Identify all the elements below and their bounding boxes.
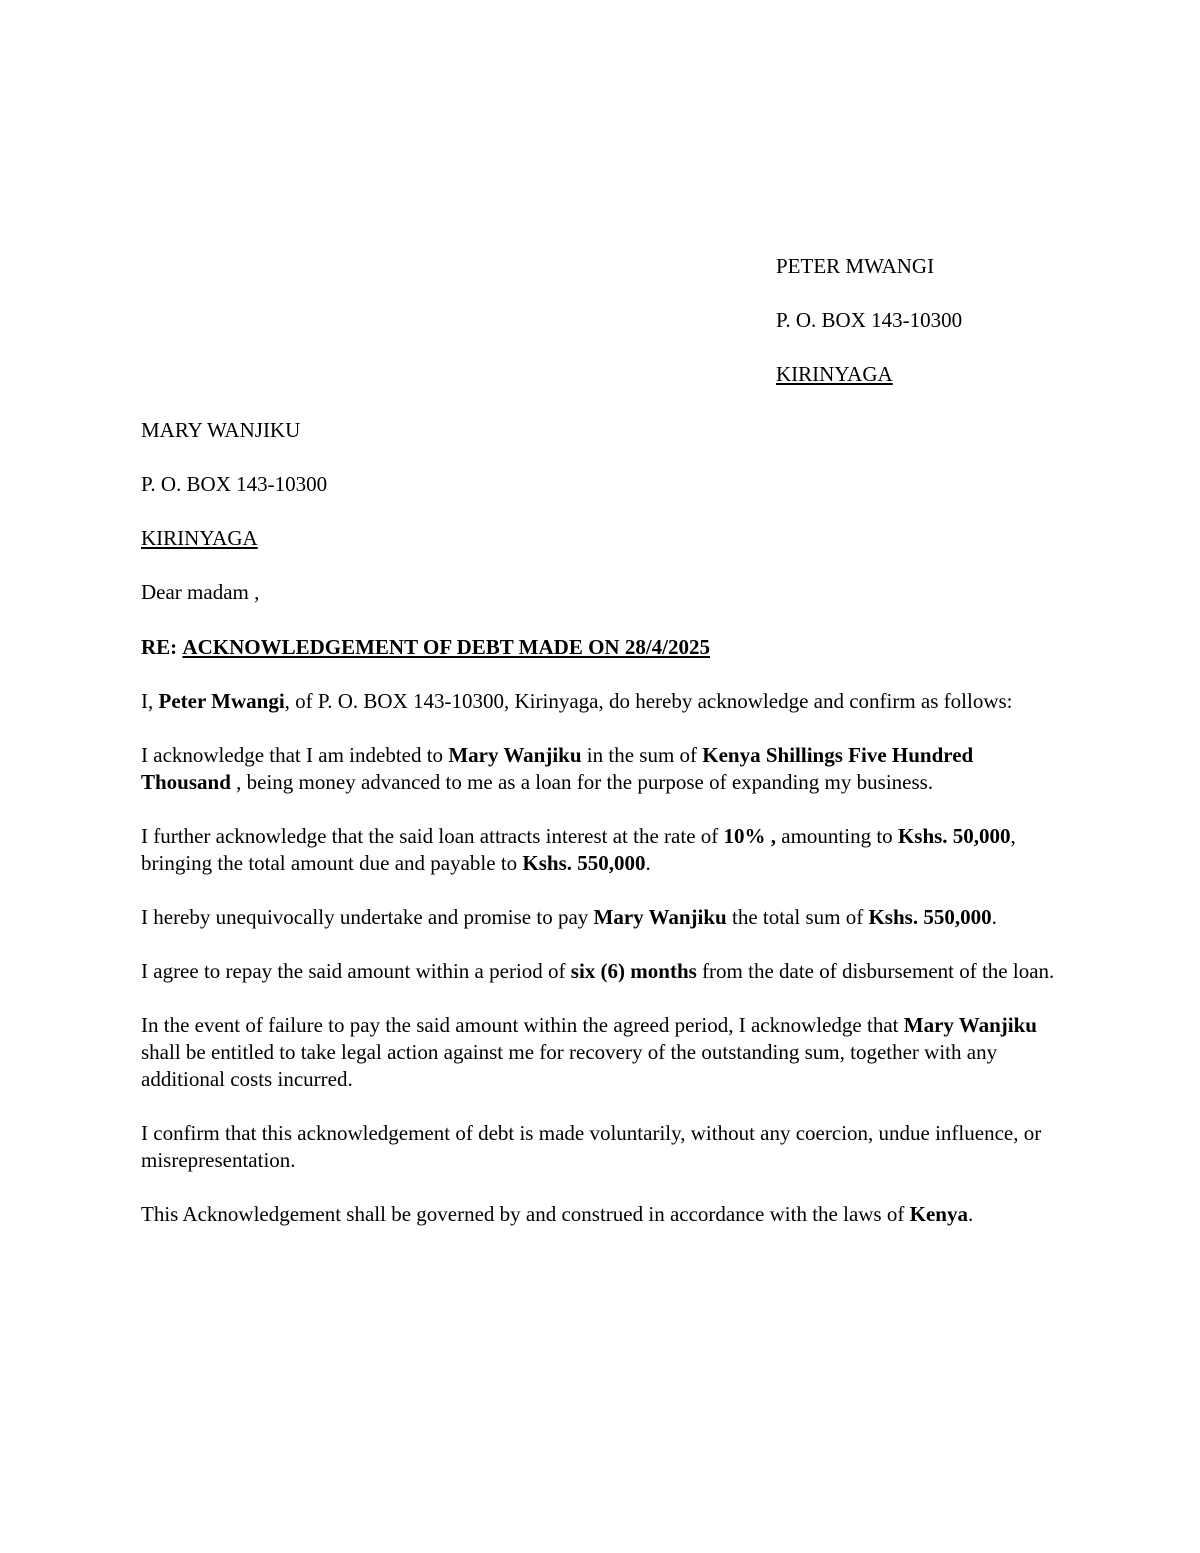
text: shall be entitled to take legal action against me for recovery of the outstanding sum, together with any additional costs incurred. bbox=[141, 1040, 998, 1091]
subject-title: ACKNOWLEDGEMENT OF DEBT MADE ON 28/4/2025 bbox=[182, 635, 710, 659]
text: In the event of failure to pay the said amount within the agreed period, I acknowledge that bbox=[141, 1013, 904, 1037]
sender-box: P. O. BOX 143-10300 bbox=[776, 308, 963, 332]
text: I further acknowledge that the said loan attracts interest at the rate of bbox=[141, 824, 724, 848]
text: , being money advanced to me as a loan for the purpose of expanding my business. bbox=[230, 770, 934, 794]
text: from the date of disbursement of the loan. bbox=[696, 959, 1055, 983]
principal-amount: Kenya Shillings Five Hundred Thousand bbox=[141, 743, 974, 794]
letter-body bbox=[141, 688, 1056, 1255]
text: I confirm that this acknowledgement of debt is made voluntarily, without any coercion, undue influence, or misrepresentation. bbox=[141, 1121, 1042, 1172]
text: , of P. O. BOX 143-10300, Kirinyaga, do hereby acknowledge and confirm as follows: bbox=[284, 689, 1013, 713]
paragraph-repayment bbox=[141, 958, 1056, 985]
text: . bbox=[991, 905, 997, 929]
repayment-period: six (6) months bbox=[570, 959, 697, 983]
sender-name: PETER MWANGI bbox=[776, 254, 935, 278]
interest-amount: Kshs. 50,000 bbox=[897, 824, 1011, 848]
creditor-name: Mary Wanjiku bbox=[448, 743, 582, 767]
creditor-name: Mary Wanjiku bbox=[593, 905, 727, 929]
paragraph-interest bbox=[141, 823, 1056, 877]
total-amount: Kshs. 550,000 bbox=[522, 851, 646, 875]
creditor-name: Mary Wanjiku bbox=[903, 1013, 1037, 1037]
sender-town: KIRINYAGA bbox=[776, 362, 893, 386]
paragraph-undertaking bbox=[141, 904, 1056, 931]
text: I acknowledge that I am indebted to bbox=[141, 743, 449, 767]
interest-rate: 10% , bbox=[723, 824, 777, 848]
paragraph-default bbox=[141, 1012, 1056, 1093]
recipient-box: P. O. BOX 143-10300 bbox=[141, 472, 328, 496]
text: This Acknowledgement shall be governed by and construed in accordance with the laws of bbox=[141, 1202, 910, 1226]
text: amounting to bbox=[776, 824, 898, 848]
text: in the sum of bbox=[581, 743, 703, 767]
recipient-address bbox=[141, 417, 327, 579]
paragraph-governing-law bbox=[141, 1201, 1056, 1228]
paragraph-intro bbox=[141, 688, 1056, 715]
salutation: Dear madam , bbox=[141, 580, 260, 604]
total-amount: Kshs. 550,000 bbox=[868, 905, 992, 929]
text: the total sum of bbox=[726, 905, 869, 929]
recipient-town: KIRINYAGA bbox=[141, 526, 258, 550]
sender-address bbox=[776, 253, 962, 415]
text: I, bbox=[141, 689, 159, 713]
text: . bbox=[967, 1202, 974, 1226]
text: I agree to repay the said amount within a period of bbox=[141, 959, 571, 983]
jurisdiction: Kenya bbox=[909, 1202, 968, 1226]
subject-line bbox=[141, 634, 710, 661]
paragraph-voluntary bbox=[141, 1120, 1056, 1174]
subject-prefix: RE: bbox=[141, 635, 178, 659]
text: , bringing the total amount due and payable to bbox=[141, 824, 1016, 875]
recipient-name: MARY WANJIKU bbox=[141, 418, 301, 442]
text: I hereby unequivocally undertake and promise to pay bbox=[141, 905, 594, 929]
text: . bbox=[645, 851, 651, 875]
paragraph-debt bbox=[141, 742, 1056, 796]
debtor-name: Peter Mwangi bbox=[158, 689, 285, 713]
